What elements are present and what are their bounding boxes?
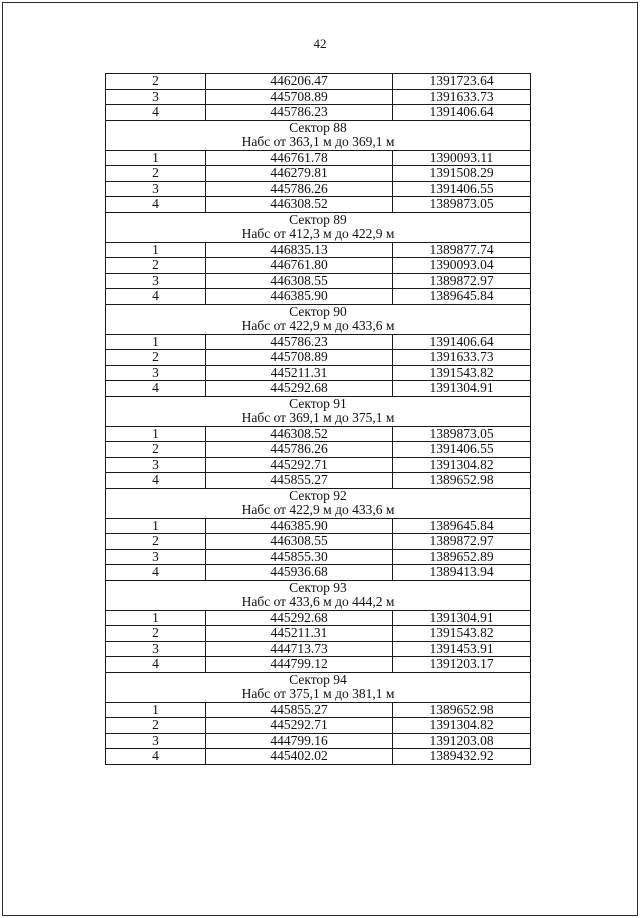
- y-coordinate-cell: 1391304.91: [393, 610, 531, 626]
- y-coordinate-cell: 1391406.55: [393, 181, 531, 197]
- table-row: [106, 334, 531, 350]
- sector-range-row: [106, 411, 531, 426]
- x-coordinate-cell: 444799.12: [206, 657, 393, 673]
- x-coordinate-cell: 446206.47: [206, 74, 393, 90]
- point-number-cell: 3: [106, 733, 206, 749]
- y-coordinate-cell: 1391304.82: [393, 457, 531, 473]
- sector-title: Сектор 92: [106, 488, 531, 503]
- sector-elevation-range: Набс от 369,1 м до 375,1 м: [106, 411, 531, 426]
- sector-range-row: [106, 503, 531, 518]
- y-coordinate-cell: 1389645.84: [393, 289, 531, 305]
- sector-title-row: [106, 580, 531, 595]
- point-number-cell: 2: [106, 718, 206, 734]
- x-coordinate-cell: 444713.73: [206, 641, 393, 657]
- table-row: [106, 426, 531, 442]
- x-coordinate-cell: 446308.55: [206, 534, 393, 550]
- y-coordinate-cell: 1391633.73: [393, 350, 531, 366]
- point-number-cell: 3: [106, 365, 206, 381]
- y-coordinate-cell: 1389652.98: [393, 473, 531, 489]
- x-coordinate-cell: 445708.89: [206, 89, 393, 105]
- table-row: [106, 518, 531, 534]
- point-number-cell: 3: [106, 89, 206, 105]
- sector-title-row: [106, 396, 531, 411]
- y-coordinate-cell: 1391406.64: [393, 105, 531, 121]
- point-number-cell: 2: [106, 442, 206, 458]
- sector-title-row: [106, 488, 531, 503]
- table-row: [106, 258, 531, 274]
- y-coordinate-cell: 1391406.64: [393, 334, 531, 350]
- x-coordinate-cell: 445402.02: [206, 749, 393, 765]
- point-number-cell: 3: [106, 273, 206, 289]
- table-row: [106, 181, 531, 197]
- table-row: [106, 657, 531, 673]
- point-number-cell: 1: [106, 702, 206, 718]
- table-row: [106, 565, 531, 581]
- point-number-cell: 2: [106, 626, 206, 642]
- x-coordinate-cell: 446308.52: [206, 426, 393, 442]
- x-coordinate-cell: 446835.13: [206, 242, 393, 258]
- x-coordinate-cell: 445211.31: [206, 365, 393, 381]
- coordinates-table: [105, 73, 531, 765]
- point-number-cell: 4: [106, 565, 206, 581]
- point-number-cell: 1: [106, 610, 206, 626]
- table-row: [106, 381, 531, 397]
- x-coordinate-cell: 445786.23: [206, 334, 393, 350]
- x-coordinate-cell: 446761.78: [206, 150, 393, 166]
- y-coordinate-cell: 1391203.08: [393, 733, 531, 749]
- sector-title: Сектор 89: [106, 212, 531, 227]
- sector-range-row: [106, 687, 531, 702]
- y-coordinate-cell: 1389432.92: [393, 749, 531, 765]
- point-number-cell: 1: [106, 150, 206, 166]
- y-coordinate-cell: 1391406.55: [393, 442, 531, 458]
- point-number-cell: 3: [106, 457, 206, 473]
- x-coordinate-cell: 446279.81: [206, 166, 393, 182]
- y-coordinate-cell: 1391203.17: [393, 657, 531, 673]
- table-row: [106, 733, 531, 749]
- y-coordinate-cell: 1391633.73: [393, 89, 531, 105]
- table-row: [106, 74, 531, 90]
- table-row: [106, 365, 531, 381]
- y-coordinate-cell: 1389872.97: [393, 273, 531, 289]
- table-row: [106, 289, 531, 305]
- table-row: [106, 626, 531, 642]
- y-coordinate-cell: 1389413.94: [393, 565, 531, 581]
- table-row: [106, 350, 531, 366]
- sector-range-row: [106, 135, 531, 150]
- point-number-cell: 2: [106, 534, 206, 550]
- point-number-cell: 4: [106, 289, 206, 305]
- table-row: [106, 273, 531, 289]
- sector-elevation-range: Набс от 375,1 м до 381,1 м: [106, 687, 531, 702]
- sector-title: Сектор 93: [106, 580, 531, 595]
- sector-title: Сектор 90: [106, 304, 531, 319]
- x-coordinate-cell: 445936.68: [206, 565, 393, 581]
- table-row: [106, 473, 531, 489]
- x-coordinate-cell: 445855.27: [206, 702, 393, 718]
- table-row: [106, 242, 531, 258]
- x-coordinate-cell: 446385.90: [206, 289, 393, 305]
- y-coordinate-cell: 1389877.74: [393, 242, 531, 258]
- sector-range-row: [106, 227, 531, 242]
- y-coordinate-cell: 1389873.05: [393, 197, 531, 213]
- x-coordinate-cell: 446308.52: [206, 197, 393, 213]
- x-coordinate-cell: 445292.68: [206, 381, 393, 397]
- x-coordinate-cell: 445786.23: [206, 105, 393, 121]
- y-coordinate-cell: 1389872.97: [393, 534, 531, 550]
- sector-title-row: [106, 304, 531, 319]
- y-coordinate-cell: 1391508.29: [393, 166, 531, 182]
- x-coordinate-cell: 445708.89: [206, 350, 393, 366]
- table-row: [106, 749, 531, 765]
- point-number-cell: 4: [106, 749, 206, 765]
- table-row: [106, 89, 531, 105]
- point-number-cell: 4: [106, 657, 206, 673]
- sector-title: Сектор 91: [106, 396, 531, 411]
- sector-elevation-range: Набс от 422,9 м до 433,6 м: [106, 319, 531, 334]
- sector-range-row: [106, 595, 531, 610]
- table-row: [106, 105, 531, 121]
- y-coordinate-cell: 1391723.64: [393, 74, 531, 90]
- sector-elevation-range: Набс от 422,9 м до 433,6 м: [106, 503, 531, 518]
- table-row: [106, 457, 531, 473]
- point-number-cell: 1: [106, 518, 206, 534]
- table-row: [106, 641, 531, 657]
- sector-range-row: [106, 319, 531, 334]
- sector-elevation-range: Набс от 433,6 м до 444,2 м: [106, 595, 531, 610]
- point-number-cell: 1: [106, 426, 206, 442]
- y-coordinate-cell: 1390093.11: [393, 150, 531, 166]
- x-coordinate-cell: 445786.26: [206, 181, 393, 197]
- y-coordinate-cell: 1391453.91: [393, 641, 531, 657]
- point-number-cell: 3: [106, 181, 206, 197]
- y-coordinate-cell: 1389645.84: [393, 518, 531, 534]
- point-number-cell: 3: [106, 549, 206, 565]
- sector-title: Сектор 94: [106, 672, 531, 687]
- point-number-cell: 4: [106, 105, 206, 121]
- point-number-cell: 2: [106, 350, 206, 366]
- sector-title: Сектор 88: [106, 120, 531, 135]
- point-number-cell: 1: [106, 334, 206, 350]
- x-coordinate-cell: 446385.90: [206, 518, 393, 534]
- table-row: [106, 442, 531, 458]
- y-coordinate-cell: 1391304.91: [393, 381, 531, 397]
- coordinates-table-body: [106, 74, 531, 765]
- table-row: [106, 150, 531, 166]
- table-row: [106, 610, 531, 626]
- table-row: [106, 197, 531, 213]
- table-row: [106, 534, 531, 550]
- y-coordinate-cell: 1391543.82: [393, 626, 531, 642]
- table-row: [106, 549, 531, 565]
- y-coordinate-cell: 1391543.82: [393, 365, 531, 381]
- x-coordinate-cell: 446308.55: [206, 273, 393, 289]
- y-coordinate-cell: 1391304.82: [393, 718, 531, 734]
- x-coordinate-cell: 445211.31: [206, 626, 393, 642]
- x-coordinate-cell: 445786.26: [206, 442, 393, 458]
- point-number-cell: 1: [106, 242, 206, 258]
- x-coordinate-cell: 446761.80: [206, 258, 393, 274]
- point-number-cell: 4: [106, 473, 206, 489]
- table-row: [106, 718, 531, 734]
- sector-title-row: [106, 212, 531, 227]
- x-coordinate-cell: 445292.71: [206, 457, 393, 473]
- point-number-cell: 2: [106, 258, 206, 274]
- x-coordinate-cell: 445292.68: [206, 610, 393, 626]
- y-coordinate-cell: 1389652.89: [393, 549, 531, 565]
- point-number-cell: 3: [106, 641, 206, 657]
- x-coordinate-cell: 445855.27: [206, 473, 393, 489]
- y-coordinate-cell: 1390093.04: [393, 258, 531, 274]
- x-coordinate-cell: 444799.16: [206, 733, 393, 749]
- point-number-cell: 4: [106, 197, 206, 213]
- point-number-cell: 2: [106, 74, 206, 90]
- sector-title-row: [106, 120, 531, 135]
- sector-elevation-range: Набс от 363,1 м до 369,1 м: [106, 135, 531, 150]
- table-row: [106, 166, 531, 182]
- x-coordinate-cell: 445292.71: [206, 718, 393, 734]
- table-row: [106, 702, 531, 718]
- page-number: 42: [313, 36, 327, 51]
- point-number-cell: 4: [106, 381, 206, 397]
- y-coordinate-cell: 1389873.05: [393, 426, 531, 442]
- x-coordinate-cell: 445855.30: [206, 549, 393, 565]
- sector-elevation-range: Набс от 412,3 м до 422,9 м: [106, 227, 531, 242]
- point-number-cell: 2: [106, 166, 206, 182]
- y-coordinate-cell: 1389652.98: [393, 702, 531, 718]
- sector-title-row: [106, 672, 531, 687]
